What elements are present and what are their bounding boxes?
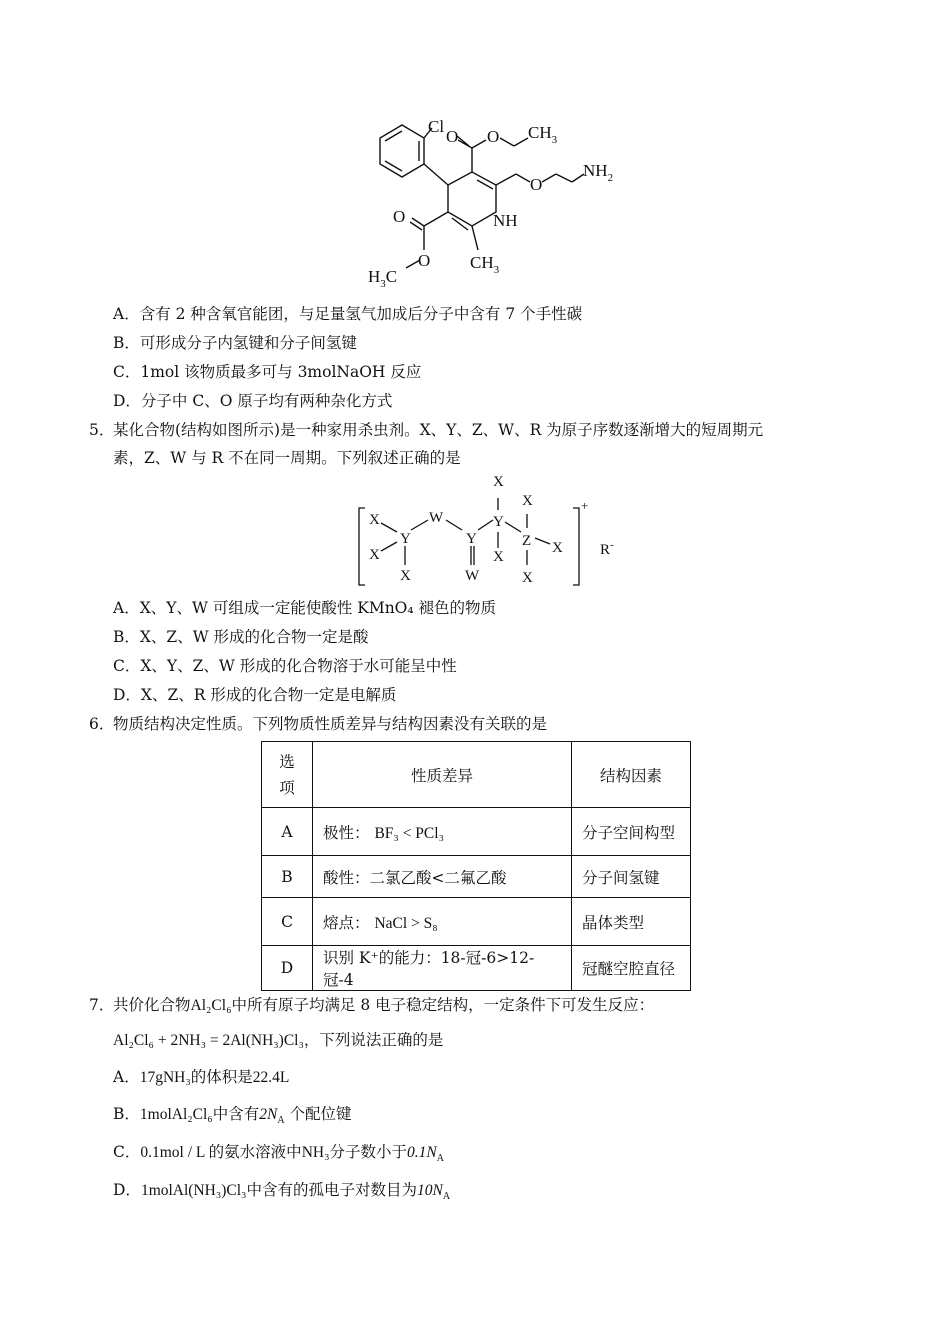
ch3-top-label: $CH_3$	[528, 123, 558, 146]
o-ester-top-label: O	[446, 127, 459, 146]
q6-number: 6．	[89, 715, 115, 733]
w1: W	[429, 510, 444, 526]
q5-stem-line2: 素，Z、W 与 R 不在同一周期。下列叙述正确的是	[113, 449, 461, 467]
header-factor: 结构因素	[572, 742, 691, 808]
o-ring-top-label: O	[487, 127, 500, 146]
x7: X	[552, 540, 563, 556]
row-factor: 分子空间构型	[572, 808, 691, 856]
q5-stem-line1: 某化合物(结构如图所示)是一种家用杀虫剂。X、Y、Z、W、R 为原子序数逐渐增大的短周期元	[113, 421, 764, 439]
q7-number: 7．	[89, 996, 115, 1014]
q5-option-b: B．X、Z、W 形成的化合物一定是酸	[113, 628, 369, 646]
w2: W	[465, 568, 480, 584]
q5-option-d: D．X、Z、R 形成的化合物一定是电解质	[113, 686, 397, 704]
q7-stem-line2: Al₂Cl₆ + 2NH₃ = 2Al(NH₃)Cl₃，下列说法正确的是	[113, 1031, 444, 1049]
cation-charge: +	[581, 498, 589, 513]
x1: X	[369, 512, 380, 528]
h3c-label: $H_3C$	[368, 267, 398, 290]
row-option: A	[262, 808, 313, 856]
q6-table	[261, 741, 691, 991]
row-option: C	[262, 898, 313, 946]
row-property: 熔点： NaCl > S₈	[313, 898, 572, 946]
row-factor: 分子间氢键	[572, 856, 691, 898]
q5-option-c: C．X、Y、Z、W 形成的化合物溶于水可能呈中性	[113, 657, 457, 675]
q4-structure-diagram	[360, 110, 630, 290]
x8: X	[522, 570, 533, 586]
q7-option-d: D．1molAl(NH₃)Cl₃中含有的孤电子对数目为$10N_A$	[113, 1181, 451, 1203]
row-factor: 晶体类型	[572, 898, 691, 946]
y3: Y	[493, 514, 504, 530]
q4-option-b: B．可形成分子内氢键和分子间氢键	[113, 334, 357, 352]
x6: X	[522, 493, 533, 509]
q7-option-a: A．17gNH₃的体积是22.4L	[113, 1068, 290, 1086]
q7-option-b: B．1molAl₂Cl₆中含有$2N_A$ 个配位键	[113, 1105, 352, 1127]
q4-option-d: D．分子中 C、O 原子均有两种杂化方式	[113, 392, 393, 410]
row-option: B	[262, 856, 313, 898]
o-methoxy-label: O	[418, 251, 431, 270]
header-option: 选 项	[262, 742, 313, 808]
row-factor: 冠醚空腔直径	[572, 946, 691, 991]
table-row	[262, 856, 691, 898]
q7-option-c: C．0.1mol / L 的氨水溶液中NH₃分子数小于$0.1N_A$	[113, 1143, 444, 1165]
ch3-ring-label: $CH_3$	[470, 253, 500, 276]
nh2-label: $NH_2$	[583, 161, 614, 184]
q4-option-a: A．含有 2 种含氧官能团，与足量氢气加成后分子中含有 7 个手性碳	[113, 305, 583, 323]
cl-label: Cl	[428, 117, 445, 136]
o-chain-label: O	[530, 175, 543, 194]
anion-r: R-	[600, 539, 614, 558]
y2: Y	[466, 531, 477, 547]
q4-option-c: C．1mol 该物质最多可与 3molNaOH 反应	[113, 363, 422, 381]
header-property: 性质差异	[313, 742, 572, 808]
o-ester-bottom-label: O	[393, 207, 406, 226]
row-property: 识别 K⁺的能力：18-冠-6>12-冠-4	[313, 946, 572, 991]
x4: X	[493, 474, 504, 490]
q6-stem: 物质结构决定性质。下列物质性质差异与结构因素没有关联的是	[113, 715, 548, 733]
q7-stem-line1: 共价化合物Al₂Cl₆中所有原子均满足 8 电子稳定结构，一定条件下可发生反应：	[113, 996, 655, 1014]
x5: X	[493, 549, 504, 565]
x2: X	[369, 547, 380, 563]
row-option: D	[262, 946, 313, 991]
y1: Y	[400, 531, 411, 547]
q5-number: 5．	[89, 421, 115, 439]
row-property: 酸性：二氯乙酸<二氟乙酸	[313, 856, 572, 898]
table-row	[262, 808, 691, 856]
table-header-row	[262, 742, 691, 808]
row-property: 极性： BF₃ < PCl₃	[313, 808, 572, 856]
q5-structure-diagram	[355, 470, 625, 592]
nh-label: NH	[493, 211, 518, 230]
x3: X	[400, 568, 411, 584]
q5-option-a: A．X、Y、W 可组成一定能使酸性 KMnO₄ 褪色的物质	[113, 599, 497, 617]
table-row	[262, 898, 691, 946]
table-row	[262, 946, 691, 991]
z1: Z	[522, 533, 532, 549]
